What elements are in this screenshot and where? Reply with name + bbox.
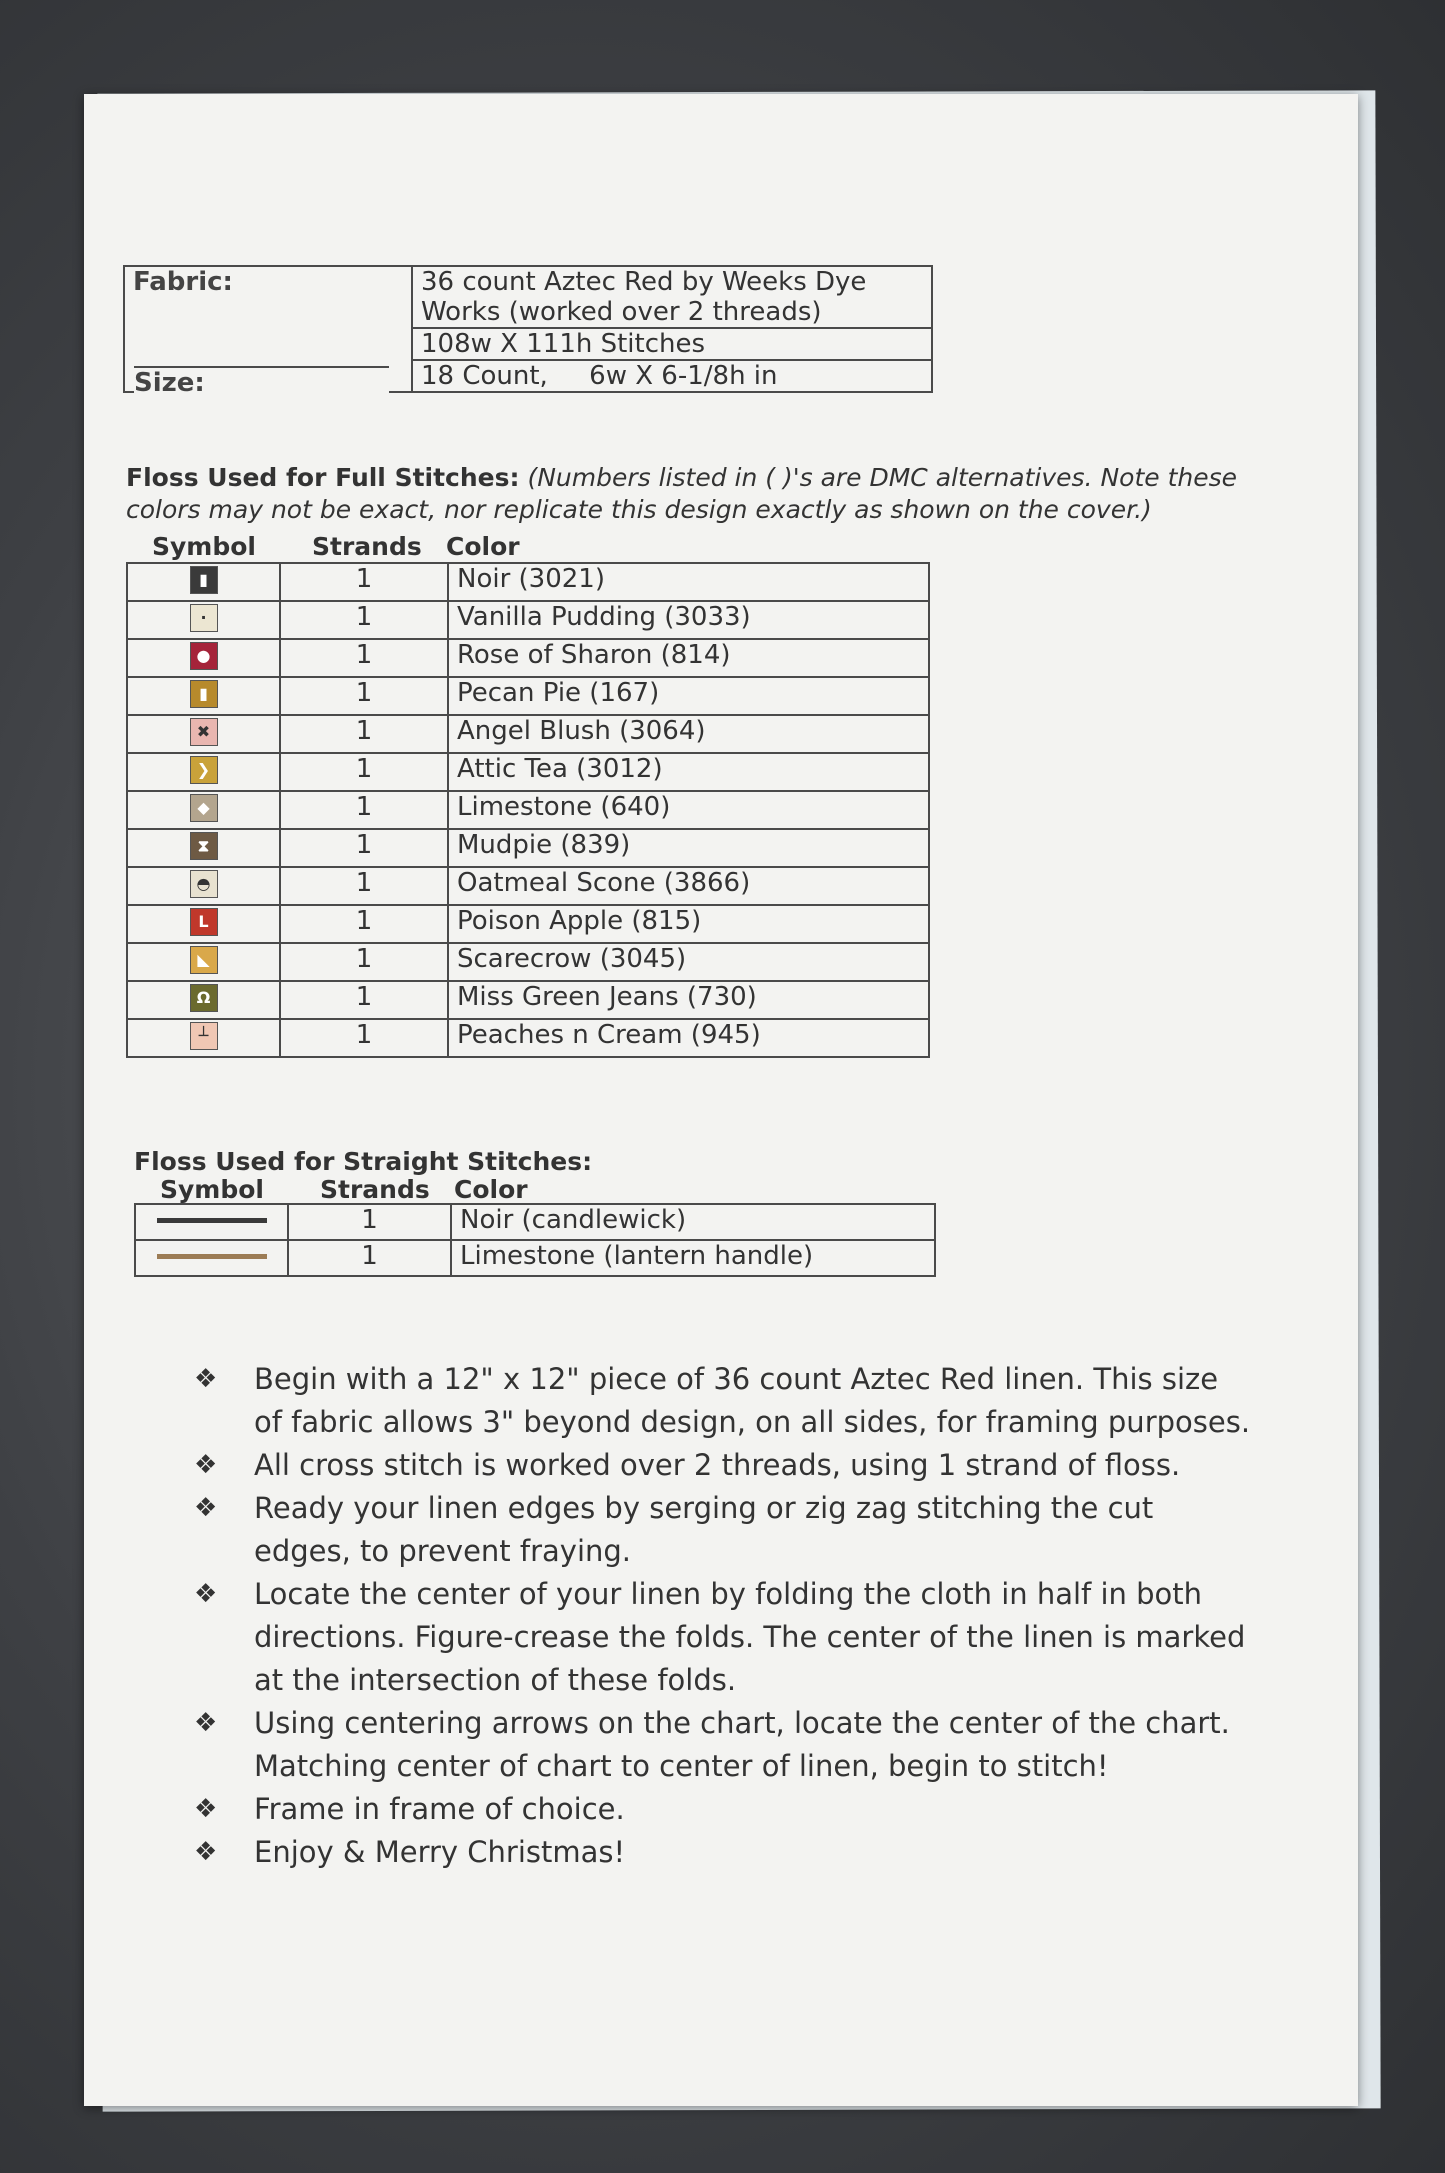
diamond-bullet-icon: ❖ xyxy=(194,1450,218,1480)
fabric-line-1: 36 count Aztec Red by Weeks Dye xyxy=(421,267,867,297)
floss-color-name: Oatmeal Scone (3866) xyxy=(448,867,929,905)
floss-swatch-icon: ✖ xyxy=(190,718,218,746)
instruction-item xyxy=(194,1444,1254,1487)
diamond-bullet-icon: ❖ xyxy=(194,1579,218,1609)
diamond-bullet-icon: ❖ xyxy=(194,1837,218,1867)
full-col-color: Color xyxy=(446,532,520,561)
floss-symbol-cell xyxy=(127,829,280,867)
floss-symbol-cell xyxy=(127,753,280,791)
floss-strands: 1 xyxy=(280,905,448,943)
diamond-bullet-icon: ❖ xyxy=(194,1493,218,1523)
instruction-text: Locate the center of your linen by folding the cloth in half in both directions. Figure-crease the folds. The center of the linen is marked at the intersection of these folds. xyxy=(254,1577,1246,1697)
instruction-item xyxy=(194,1487,1254,1573)
floss-row xyxy=(127,943,929,981)
fabric-line-2: Works (worked over 2 threads) xyxy=(421,297,822,327)
straight-col-symbol: Symbol xyxy=(160,1175,264,1204)
straight-symbol-cell xyxy=(135,1204,288,1240)
full-stitches-table xyxy=(126,562,930,1058)
straight-strands: 1 xyxy=(288,1204,451,1240)
floss-symbol-cell xyxy=(127,905,280,943)
floss-strands: 1 xyxy=(280,867,448,905)
floss-symbol-cell xyxy=(127,639,280,677)
floss-strands: 1 xyxy=(280,829,448,867)
floss-symbol-cell xyxy=(127,677,280,715)
floss-color-name: Scarecrow (3045) xyxy=(448,943,929,981)
floss-symbol-cell xyxy=(127,981,280,1019)
floss-color-name: Pecan Pie (167) xyxy=(448,677,929,715)
straight-color-name: Limestone (lantern handle) xyxy=(451,1240,935,1276)
floss-swatch-icon: ▮ xyxy=(190,566,218,594)
instruction-item xyxy=(194,1788,1254,1831)
straight-col-strands: Strands xyxy=(320,1175,430,1204)
floss-color-name: Poison Apple (815) xyxy=(448,905,929,943)
floss-symbol-cell xyxy=(127,943,280,981)
instruction-text: Frame in frame of choice. xyxy=(254,1792,625,1826)
instruction-text: Ready your linen edges by serging or zig zag stitching the cut edges, to prevent fraying. xyxy=(254,1491,1154,1568)
floss-swatch-icon: ▮ xyxy=(190,680,218,708)
straight-line-icon xyxy=(157,1254,267,1259)
floss-row xyxy=(127,981,929,1019)
floss-row xyxy=(127,1019,929,1057)
floss-color-name: Angel Blush (3064) xyxy=(448,715,929,753)
floss-row xyxy=(127,677,929,715)
floss-strands: 1 xyxy=(280,563,448,601)
floss-strands: 1 xyxy=(280,791,448,829)
floss-strands: 1 xyxy=(280,677,448,715)
stitch-count: 108w X 111h Stitches xyxy=(412,328,932,360)
straight-strands: 1 xyxy=(288,1240,451,1276)
diamond-bullet-icon: ❖ xyxy=(194,1364,218,1394)
fabric-value xyxy=(412,266,932,328)
straight-row xyxy=(135,1240,935,1276)
floss-strands: 1 xyxy=(280,753,448,791)
floss-color-name: Attic Tea (3012) xyxy=(448,753,929,791)
floss-color-name: Peaches n Cream (945) xyxy=(448,1019,929,1057)
floss-strands: 1 xyxy=(280,715,448,753)
fabric-label: Fabric: xyxy=(124,266,412,392)
size-value: 18 Count, 6w X 6-1/8h in xyxy=(412,360,932,392)
full-stitches-heading xyxy=(126,462,1246,526)
straight-line-icon xyxy=(157,1218,267,1223)
instruction-item xyxy=(194,1358,1254,1444)
full-stitches-heading-title: Floss Used for Full Stitches: xyxy=(126,463,520,492)
straight-stitches-heading-title: Floss Used for Straight Stitches: xyxy=(134,1147,593,1176)
floss-color-name: Miss Green Jeans (730) xyxy=(448,981,929,1019)
floss-color-name: Noir (3021) xyxy=(448,563,929,601)
floss-color-name: Limestone (640) xyxy=(448,791,929,829)
diamond-bullet-icon: ❖ xyxy=(194,1794,218,1824)
straight-stitches-heading xyxy=(134,1146,592,1178)
floss-color-name: Vanilla Pudding (3033) xyxy=(448,601,929,639)
floss-swatch-icon: ◓ xyxy=(190,870,218,898)
full-stitches-heading-note: (Numbers listed in ( )'s are DMC alternatives. Note these colors may not be exact, nor replicate this design exactly as shown on the cover.) xyxy=(126,463,1238,524)
instruction-page xyxy=(84,94,1358,2106)
floss-swatch-icon: ⧗ xyxy=(190,832,218,860)
floss-strands: 1 xyxy=(280,639,448,677)
instruction-text: Using centering arrows on the chart, locate the center of the chart. Matching center of chart to center of linen, begin to stitch! xyxy=(254,1706,1230,1783)
floss-strands: 1 xyxy=(280,601,448,639)
floss-swatch-icon: ┴ xyxy=(190,1022,218,1050)
straight-col-color: Color xyxy=(454,1175,528,1204)
floss-swatch-icon: ◣ xyxy=(190,946,218,974)
diamond-bullet-icon: ❖ xyxy=(194,1708,218,1738)
full-col-symbol: Symbol xyxy=(152,532,256,561)
floss-swatch-icon: ● xyxy=(190,642,218,670)
straight-symbol-cell xyxy=(135,1240,288,1276)
instructions-list xyxy=(194,1358,1254,1874)
floss-swatch-icon: Ω xyxy=(190,984,218,1012)
full-col-strands: Strands xyxy=(312,532,422,561)
floss-symbol-cell xyxy=(127,867,280,905)
floss-row xyxy=(127,753,929,791)
floss-symbol-cell xyxy=(127,563,280,601)
floss-strands: 1 xyxy=(280,943,448,981)
floss-row xyxy=(127,867,929,905)
floss-symbol-cell xyxy=(127,791,280,829)
floss-symbol-cell xyxy=(127,1019,280,1057)
instruction-item xyxy=(194,1702,1254,1788)
instruction-text: Enjoy & Merry Christmas! xyxy=(254,1835,626,1869)
floss-row xyxy=(127,829,929,867)
size-label: Size: xyxy=(134,366,389,396)
floss-swatch-icon: ❯ xyxy=(190,756,218,784)
floss-row xyxy=(127,791,929,829)
straight-stitches-table xyxy=(134,1203,936,1277)
floss-color-name: Mudpie (839) xyxy=(448,829,929,867)
straight-row xyxy=(135,1204,935,1240)
floss-strands: 1 xyxy=(280,981,448,1019)
floss-swatch-icon: L xyxy=(190,908,218,936)
floss-swatch-icon: ◆ xyxy=(190,794,218,822)
floss-symbol-cell xyxy=(127,715,280,753)
instruction-item xyxy=(194,1573,1254,1702)
instruction-item xyxy=(194,1831,1254,1874)
floss-row xyxy=(127,715,929,753)
floss-row xyxy=(127,905,929,943)
floss-strands: 1 xyxy=(280,1019,448,1057)
floss-color-name: Rose of Sharon (814) xyxy=(448,639,929,677)
instruction-text: Begin with a 12" x 12" piece of 36 count Aztec Red linen. This size of fabric allows 3" beyond design, on all sides, for framing purposes. xyxy=(254,1362,1251,1439)
floss-row xyxy=(127,601,929,639)
floss-row xyxy=(127,639,929,677)
floss-row xyxy=(127,563,929,601)
floss-symbol-cell xyxy=(127,601,280,639)
floss-swatch-icon: · xyxy=(190,604,218,632)
straight-color-name: Noir (candlewick) xyxy=(451,1204,935,1240)
instruction-text: All cross stitch is worked over 2 threads, using 1 strand of floss. xyxy=(254,1448,1181,1482)
